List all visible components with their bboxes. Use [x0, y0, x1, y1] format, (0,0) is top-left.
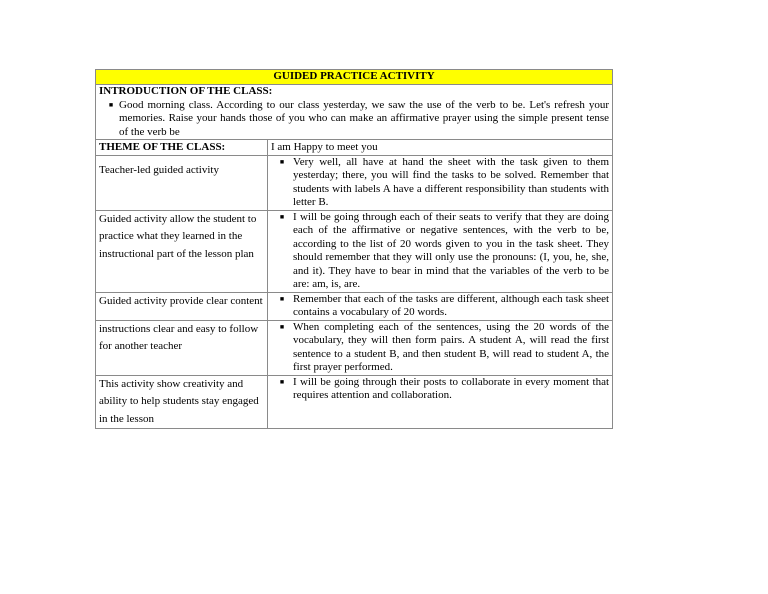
bullet-square-icon: ■ — [108, 100, 114, 109]
criterion-label: Teacher-led guided activity — [96, 155, 268, 210]
list-item — [271, 376, 609, 403]
activity-text: Very well, all have at hand the sheet with the task given to them yesterday; there, you will find the tasks to be solved. Remember that students with labels A have a different responsibility than students with letter B. — [293, 155, 610, 208]
list-item — [271, 156, 609, 210]
table-row — [96, 320, 613, 375]
list-item — [271, 321, 609, 375]
activity-description — [268, 375, 613, 429]
theme-value: I am Happy to meet you — [268, 140, 613, 156]
bullet-square-icon: ■ — [279, 377, 285, 386]
activity-text: I will be going through their posts to collaborate in every moment that requires attention and collaboration. — [293, 375, 610, 401]
introduction-bullet — [103, 99, 609, 140]
activity-description — [268, 320, 613, 375]
bullet-square-icon: ■ — [279, 157, 285, 166]
activity-description — [268, 292, 613, 320]
bullet-square-icon: ■ — [279, 212, 285, 221]
criterion-label: Guided activity provide clear content — [96, 292, 268, 320]
table-row — [96, 210, 613, 292]
criterion-label: This activity show creativity and ability to help students stay engaged in the lesson — [96, 375, 268, 429]
activity-description — [268, 155, 613, 210]
table-title: GUIDED PRACTICE ACTIVITY — [96, 70, 613, 85]
list-item — [271, 211, 609, 292]
activity-text: When completing each of the sentences, using the 20 words of the vocabulary, they will then form pairs. A student A, will read the first sentence to a student B, and then student B, will read to student A, the first prayer performed. — [293, 320, 610, 373]
introduction-cell — [96, 85, 613, 140]
activity-text: I will be going through each of their seats to verify that they are doing each of the affirmative or negative sentences, with the verb to be, according to the list of 20 words given to you in the task sheet. They should remember that they will only use the pronouns: (I, you, he, she, and it). They have to bear in mind that the variables of the verb to be are: am, is, are. — [293, 210, 610, 290]
table-row — [96, 375, 613, 429]
list-item — [271, 293, 609, 320]
theme-label: THEME OF THE CLASS: — [96, 140, 268, 156]
introduction-heading: INTRODUCTION OF THE CLASS: — [99, 85, 273, 97]
bullet-square-icon: ■ — [279, 294, 285, 303]
table-row — [96, 292, 613, 320]
criterion-label: Guided activity allow the student to practice what they learned in the instructional part of the lesson plan — [96, 210, 268, 292]
activity-text: Remember that each of the tasks are different, although each task sheet contains a vocabulary of 20 words. — [293, 292, 610, 318]
bullet-square-icon: ■ — [279, 322, 285, 331]
activity-description — [268, 210, 613, 292]
table-row — [96, 155, 613, 210]
criterion-label: instructions clear and easy to follow for another teacher — [96, 320, 268, 375]
guided-practice-table — [95, 69, 613, 429]
introduction-text: Good morning class. According to our class yesterday, we saw the use of the verb to be. Let's refresh your memories. Raise your hands those of you who can make an affirmative prayer using the simple present tense of the verb be — [119, 98, 610, 138]
